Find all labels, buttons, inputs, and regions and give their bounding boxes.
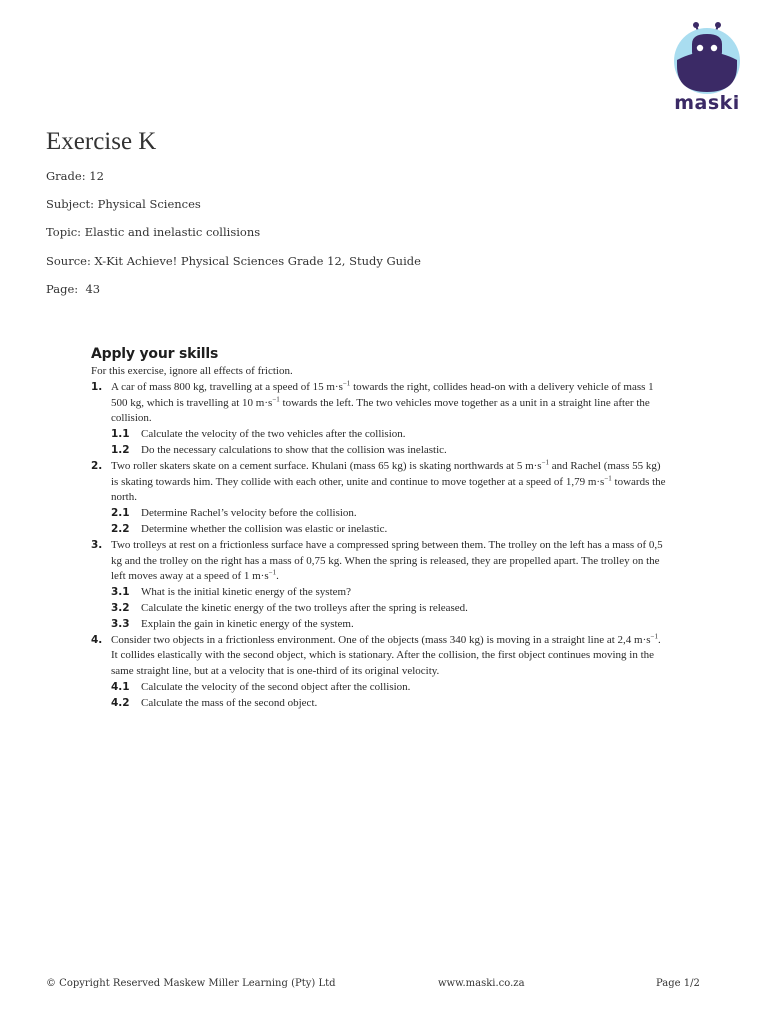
question-text: Two roller skaters skate on a cement surface. Khulani (mass 65 kg) is skating northwards at 5 $m\cdot s^{-1}$ and Rachel (mass 55 kg) is skating towards him. They collide with each other, unite and continue to move together at a speed of 1,79 $m\cdot s^{-1}$ towards the north. <box>111 458 666 504</box>
sub-question-text: Explain the gain in kinetic energy of the system. <box>141 617 354 630</box>
sub-question-number: 3.3 <box>111 617 130 630</box>
sub-question-4-2 <box>111 696 666 712</box>
sub-question-text: Calculate the mass of the second object. <box>141 696 318 709</box>
question-number: 4. <box>91 633 103 646</box>
footer-page-number: Page 1/2 <box>656 978 700 989</box>
sub-question-3-2 <box>111 601 666 617</box>
question-text: Consider two objects in a frictionless environment. One of the objects (mass 340 kg) is moving in a straight line at 2,4 $m\cdot s^{-1}$. It collides elastically with the second object, which is stationary. After the collision, the first object continues moving in the same straight line, but at a velocity that is one-third of its original velocity. <box>111 631 661 678</box>
sub-question-3-3 <box>111 617 666 633</box>
sub-question-2-1 <box>111 506 666 522</box>
footer-copyright: © Copyright Reserved Maskew Miller Learning (Pty) Ltd <box>46 978 336 989</box>
section-intro: For this exercise, ignore all effects of friction. <box>91 365 293 377</box>
footer-website[interactable]: www.maski.co.za <box>438 978 525 989</box>
maski-mascot-icon <box>670 20 744 94</box>
brand-name: maski <box>674 92 740 114</box>
sub-question-number: 2.2 <box>111 522 130 535</box>
sub-question-text: Determine Rachel’s velocity before the collision. <box>141 507 357 520</box>
sub-question-text: What is the initial kinetic energy of the system? <box>141 586 351 599</box>
sub-question-1-2 <box>111 443 666 459</box>
question-text: A car of mass 800 kg, travelling at a speed of 15 $m\cdot s^{-1}$ towards the right, collides head-on with a delivery vehicle of mass 1 500 kg, which is travelling at 10 $m\cdot s^{-1}$ towards the left. The two vehicles move together as a unit in a straight line after the collision. <box>111 379 654 425</box>
sub-question-number: 4.1 <box>111 680 130 693</box>
sub-question-text: Calculate the velocity of the two vehicles after the collision. <box>141 428 406 441</box>
question-1 <box>91 380 666 459</box>
sub-question-text: Determine whether the collision was elastic or inelastic. <box>141 522 388 535</box>
sub-question-text: Calculate the velocity of the second object after the collision. <box>141 680 411 693</box>
sub-question-number: 2.1 <box>111 507 130 520</box>
sub-question-3-1 <box>111 585 666 601</box>
question-list <box>91 380 666 712</box>
meta-subject: Subject: Physical Sciences <box>46 197 201 211</box>
meta-page: Page: 43 <box>46 282 101 296</box>
sub-question-1-1 <box>111 427 666 443</box>
page-title: Exercise K <box>46 128 157 155</box>
sub-question-number: 1.1 <box>111 428 130 441</box>
maski-logo <box>668 20 746 114</box>
question-number: 1. <box>91 380 103 393</box>
question-3 <box>91 538 666 633</box>
sub-question-text: Do the necessary calculations to show that the collision was inelastic. <box>141 443 447 456</box>
sub-question-number: 3.2 <box>111 601 130 614</box>
question-2 <box>91 459 666 538</box>
meta-source: Source: X-Kit Achieve! Physical Sciences Grade 12, Study Guide <box>46 254 421 268</box>
sub-question-number: 4.2 <box>111 696 130 709</box>
sub-question-2-2 <box>111 522 666 538</box>
sub-question-number: 1.2 <box>111 443 130 456</box>
question-number: 3. <box>91 538 103 551</box>
sub-question-text: Calculate the kinetic energy of the two trolleys after the spring is released. <box>141 601 468 614</box>
exercise-section <box>91 346 666 712</box>
meta-topic: Topic: Elastic and inelastic collisions <box>46 225 261 239</box>
sub-question-4-1 <box>111 680 666 696</box>
question-text: Two trolleys at rest on a frictionless surface have a compressed spring between them. The trolley on the left has a mass of 0,5 kg and the trolley on the right has a mass of 0,75 kg. When the spring is released, they are propelled apart. The trolley on the left moves away at a speed of 1 $m\cdot s^{-1}$. <box>111 538 663 583</box>
question-4 <box>91 633 666 712</box>
meta-grade: Grade: 12 <box>46 169 104 183</box>
sub-question-number: 3.1 <box>111 586 130 599</box>
question-number: 2. <box>91 459 103 472</box>
section-heading: Apply your skills <box>91 346 219 362</box>
